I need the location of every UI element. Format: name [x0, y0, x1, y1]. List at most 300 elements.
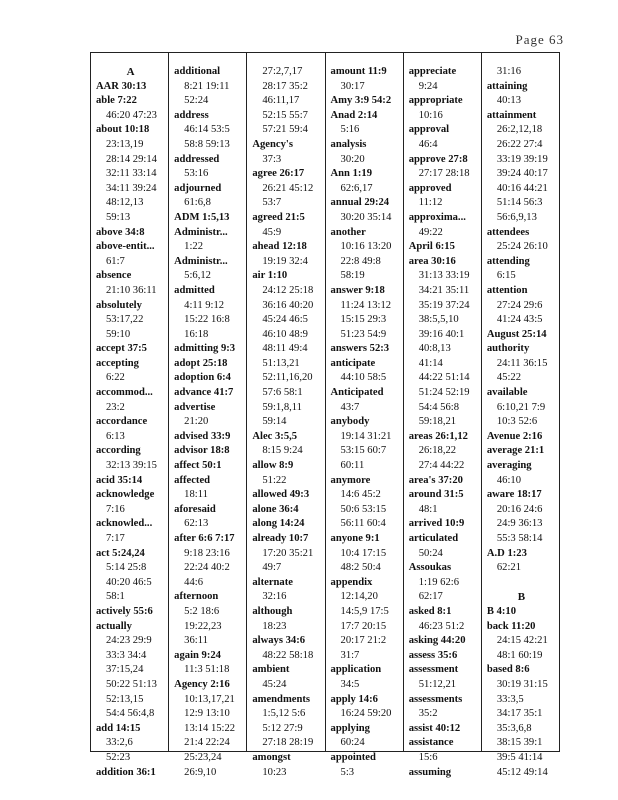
index-term: absence	[96, 270, 132, 282]
index-reference: 40:20 46:5	[106, 576, 152, 588]
index-reference: 13:14 15:22	[184, 722, 236, 734]
index-term: appendix	[330, 576, 373, 588]
index-term: air 1:10	[252, 270, 288, 282]
index-reference: 35:3,6,8	[496, 722, 532, 734]
index-term: acknowled...	[96, 518, 153, 530]
index-reference: 46:20 47:23	[106, 109, 157, 121]
index-reference: 53:15 60:7	[340, 445, 387, 457]
index-term: allowed 49:3	[252, 489, 310, 501]
index-term: average 21:1	[486, 445, 545, 457]
index-reference: 46:10	[496, 474, 521, 486]
index-reference: 5:12 27:9	[262, 722, 303, 734]
index-reference: 58:19	[340, 270, 365, 282]
index-term: assistance	[408, 737, 454, 749]
index-reference: 27:18 28:19	[262, 737, 314, 749]
section-letter: A	[126, 66, 135, 78]
index-term: analysis	[330, 138, 367, 150]
index-reference: 30:17	[340, 80, 365, 92]
index-reference: 27:4 44:22	[418, 460, 465, 472]
index-reference: 34:17 35:1	[496, 708, 543, 720]
index-reference: 46:4	[418, 138, 438, 150]
index-term: already 10:7	[252, 533, 309, 544]
index-reference: 5:2 18:6	[184, 605, 220, 617]
index-reference: 57:21 59:4	[262, 124, 308, 136]
index-reference: 59:1,8,11	[262, 401, 302, 413]
index-term: A.D 1:23	[486, 547, 527, 559]
index-reference: 49:7	[262, 562, 282, 574]
index-term: accepting	[96, 357, 139, 369]
index-reference: 18:23	[262, 620, 287, 632]
index-term: assist 40:12	[408, 722, 461, 734]
index-term: assessment	[408, 664, 459, 676]
index-term: Amy 3:9 54:2	[330, 95, 392, 107]
index-term: affected	[174, 474, 211, 486]
index-term: Ann 1:19	[330, 168, 373, 180]
index-reference: 7:16	[106, 503, 125, 515]
index-reference: 46:23 51:2	[418, 620, 465, 632]
index-reference: 11:12	[418, 197, 443, 209]
index-column	[169, 53, 247, 778]
index-term: anyone 9:1	[330, 533, 380, 544]
index-term: addition 36:1	[96, 766, 156, 778]
index-term: Administr...	[174, 226, 228, 238]
index-term: ADM 1:5,13	[174, 211, 230, 223]
index-term: Anad 2:14	[330, 109, 378, 121]
index-term: Assoukas	[408, 562, 452, 574]
index-reference: 22:8 49:8	[340, 255, 381, 267]
index-term: aware 18:17	[486, 489, 542, 501]
index-reference: 26:2,12,18	[496, 124, 543, 136]
index-reference: 28:17 35:2	[262, 80, 308, 92]
index-reference: 43:7	[340, 401, 360, 413]
index-term: Administr...	[174, 255, 228, 267]
index-term: application	[330, 664, 382, 676]
index-reference: 39:5 41:14	[496, 751, 543, 763]
index-reference: 17:7 20:15	[340, 620, 387, 632]
index-reference: 27:2,7,17	[262, 66, 303, 77]
index-term: after 6:6 7:17	[174, 533, 235, 544]
index-reference: 15:6	[418, 751, 438, 763]
index-reference: 31:16	[496, 66, 521, 77]
index-term: adoption 6:4	[174, 372, 231, 384]
index-reference: 49:22	[418, 226, 443, 238]
index-reference: 22:24 40:2	[184, 562, 230, 574]
index-term: accommod...	[96, 387, 153, 399]
index-term: attendees	[486, 226, 530, 238]
index-reference: 61:6,8	[184, 197, 211, 209]
index-reference: 33:2,6	[106, 737, 133, 749]
index-reference: 16:18	[184, 328, 209, 340]
index-reference: 1:5,12 5:6	[262, 708, 306, 720]
index-reference: 62:6,17	[340, 182, 373, 194]
index-reference: 62:21	[496, 562, 521, 574]
index-reference: 12:14,20	[340, 591, 378, 603]
index-term: August 25:14	[486, 328, 547, 340]
index-reference: 46:11,17	[262, 95, 300, 107]
index-reference: 25:24 26:10	[496, 241, 548, 253]
index-reference: 10:4 17:15	[340, 547, 387, 559]
index-term: asking 44:20	[408, 635, 466, 647]
index-reference: 40:16 44:21	[496, 182, 548, 194]
index-term: answer 9:18	[330, 284, 385, 296]
index-term: admitted	[174, 284, 215, 296]
index-term: ahead 12:18	[252, 241, 307, 253]
index-reference: 28:14 29:14	[106, 153, 157, 165]
index-reference: 40:13	[496, 95, 521, 107]
index-table	[90, 52, 560, 778]
index-reference: 23:2	[106, 401, 125, 413]
index-term: according	[96, 445, 141, 457]
index-reference: 59:10	[106, 328, 131, 340]
index-term: area's 37:20	[408, 474, 463, 486]
index-reference: 19:14 31:21	[340, 430, 392, 442]
index-term: agreed 21:5	[252, 211, 305, 223]
index-reference: 59:14	[262, 416, 287, 428]
index-reference: 59:18,21	[418, 416, 457, 428]
index-reference: 30:19 31:15	[496, 678, 548, 690]
index-term: although	[252, 605, 293, 617]
index-term: approxima...	[408, 211, 466, 223]
index-reference: 59:13	[106, 211, 131, 223]
index-reference: 54:4 56:4,8	[106, 708, 155, 720]
index-term: admitting 9:3	[174, 343, 236, 355]
index-term: asked 8:1	[408, 605, 452, 617]
index-reference: 24:9 36:13	[496, 518, 543, 530]
index-term: Agency 2:16	[174, 678, 230, 690]
index-term: absolutely	[96, 299, 142, 311]
index-reference: 38:5,5,10	[418, 314, 459, 326]
index-term: around 31:5	[408, 489, 464, 501]
index-reference: 32:13 39:15	[106, 460, 157, 472]
index-term: amendments	[252, 693, 311, 705]
index-term: appropriate	[408, 95, 463, 107]
index-term: advertise	[174, 401, 216, 413]
index-reference: 61:7	[106, 255, 125, 267]
index-term: apply 14:6	[330, 693, 378, 705]
index-term: Avenue 2:16	[486, 430, 543, 442]
index-term: advisor 18:8	[174, 445, 230, 457]
index-term: assess 35:6	[408, 649, 458, 661]
index-term: advance 41:7	[174, 387, 234, 399]
index-reference: 10:3 52:6	[496, 416, 538, 428]
index-reference: 51:13,21	[262, 357, 300, 369]
index-reference: 48:2 50:4	[340, 562, 381, 574]
index-term: Anticipated	[330, 387, 384, 399]
index-term: allow 8:9	[252, 460, 294, 472]
index-term: again 9:24	[174, 649, 221, 661]
index-reference: 11:24 13:12	[340, 299, 392, 311]
index-term: Alec 3:5,5	[252, 430, 298, 442]
index-reference: 33:19 39:19	[496, 153, 548, 165]
index-reference: 37:3	[262, 153, 282, 165]
index-reference: 10:16 13:20	[340, 241, 392, 253]
index-reference: 44:10 58:5	[340, 372, 387, 384]
index-reference: 24:23 29:9	[106, 635, 152, 647]
index-reference: 50:24	[418, 547, 443, 559]
index-reference: 5:14 25:8	[106, 562, 147, 574]
index-reference: 16:24 59:20	[340, 708, 392, 720]
index-reference: 21:10 36:11	[106, 284, 157, 296]
index-reference: 56:6,9,13	[496, 211, 537, 223]
index-reference: 36:16 40:20	[262, 299, 314, 311]
index-reference: 45:24 46:5	[262, 314, 308, 326]
index-column	[247, 53, 325, 778]
index-reference: 39:16 40:1	[418, 328, 465, 340]
index-reference: 51:23 54:9	[340, 328, 387, 340]
index-term: authority	[486, 343, 530, 355]
index-reference: 4:11 9:12	[184, 299, 225, 311]
index-reference: 14:5,9 17:5	[340, 605, 389, 617]
index-term: averaging	[486, 460, 532, 472]
index-column	[326, 53, 404, 778]
index-reference: 50:6 53:15	[340, 503, 387, 515]
index-term: area 30:16	[408, 255, 456, 267]
index-term: AAR 30:13	[96, 80, 147, 92]
index-reference: 34:5	[340, 678, 360, 690]
index-reference: 26:18,22	[418, 445, 457, 457]
index-reference: 18:11	[184, 489, 208, 501]
index-term: amount 11:9	[330, 66, 387, 77]
index-reference: 26:9,10	[184, 766, 217, 778]
index-reference: 27:17 28:18	[418, 168, 470, 180]
index-reference: 21:4 22:24	[184, 737, 230, 749]
index-reference: 15:22 16:8	[184, 314, 230, 326]
index-reference: 35:2	[418, 708, 438, 720]
index-term: alone 36:4	[252, 503, 299, 515]
index-reference: 52:23	[106, 751, 131, 763]
index-reference: 20:16 24:6	[496, 503, 543, 515]
index-reference: 27:24 29:6	[496, 299, 543, 311]
index-term: based 8:6	[486, 664, 530, 676]
index-term: assuming	[408, 766, 452, 778]
index-reference: 10:13,17,21	[184, 693, 235, 705]
index-term: attending	[486, 255, 530, 267]
index-reference: 52:15 55:7	[262, 109, 308, 121]
index-term: additional	[174, 66, 221, 77]
index-term: addressed	[174, 153, 220, 165]
index-term: B 4:10	[486, 605, 516, 617]
index-term: add 14:15	[96, 722, 141, 734]
index-reference: 51:22	[262, 474, 287, 486]
index-term: applying	[330, 722, 370, 734]
index-reference	[487, 576, 556, 591]
index-term: advised 33:9	[174, 430, 231, 442]
index-reference: 31:7	[340, 649, 360, 661]
index-reference: 52:11,16,20	[262, 372, 313, 384]
index-reference: 26:21 45:12	[262, 182, 314, 194]
index-term: accept 37:5	[96, 343, 147, 355]
index-reference: 24:12 25:18	[262, 284, 314, 296]
index-reference: 57:6 58:1	[262, 387, 303, 399]
index-reference: 25:23,24	[184, 751, 222, 763]
index-reference: 32:16	[262, 591, 287, 603]
index-reference: 39:24 40:17	[496, 168, 548, 180]
index-column	[91, 53, 169, 778]
index-reference: 41:24 43:5	[496, 314, 543, 326]
index-reference: 58:8 59:13	[184, 138, 230, 150]
index-term: articulated	[408, 533, 459, 544]
index-term: adjourned	[174, 182, 222, 194]
index-term: accordance	[96, 416, 148, 428]
index-reference: 48:11 49:4	[262, 343, 308, 355]
index-term: alternate	[252, 576, 293, 588]
index-reference: 52:24	[184, 95, 209, 107]
index-reference: 26:22 27:4	[496, 138, 543, 150]
index-term: afternoon	[174, 591, 219, 603]
section-letter: B	[517, 591, 526, 604]
index-term: aforesaid	[174, 503, 216, 515]
index-reference: 62:17	[418, 591, 443, 603]
index-reference: 20:17 21:2	[340, 635, 387, 647]
index-term: above-entit...	[96, 241, 155, 253]
index-term: areas 26:1,12	[408, 430, 468, 442]
index-reference: 9:24	[418, 80, 438, 92]
index-reference: 52:13,15	[106, 693, 144, 705]
index-reference: 40:8,13	[418, 343, 451, 355]
index-reference: 30:20	[340, 153, 365, 165]
index-term: actively 55:6	[96, 605, 153, 617]
index-term: approved	[408, 182, 452, 194]
index-term: anticipate	[330, 357, 376, 369]
index-reference: 58:1	[106, 591, 125, 603]
index-term: acid 35:14	[96, 474, 143, 486]
index-reference: 44:6	[184, 576, 204, 588]
index-reference: 48:1	[418, 503, 438, 515]
index-reference: 10:23	[262, 766, 287, 778]
index-reference: 51:12,21	[418, 678, 457, 690]
index-reference: 8:15 9:24	[262, 445, 303, 457]
index-reference: 33:3,5	[496, 693, 524, 705]
index-reference: 6:10,21 7:9	[496, 401, 546, 413]
index-term: anymore	[330, 474, 371, 486]
index-reference: 11:3 51:18	[184, 664, 230, 676]
index-reference: 36:11	[184, 635, 208, 647]
index-reference: 45:9	[262, 226, 282, 238]
index-term: approve 27:8	[408, 153, 468, 165]
index-reference: 46:10 48:9	[262, 328, 308, 340]
index-term: appointed	[330, 751, 376, 763]
index-reference: 24:15 42:21	[496, 635, 548, 647]
index-reference: 60:11	[340, 460, 365, 472]
index-term: act 5:24,24	[96, 547, 145, 559]
index-term: available	[486, 387, 528, 399]
index-term: anybody	[330, 416, 370, 428]
index-reference: 19:19 32:4	[262, 255, 308, 267]
index-reference: 31:13 33:19	[418, 270, 470, 282]
index-term: always 34:6	[252, 635, 306, 647]
index-reference: 14:6 45:2	[340, 489, 381, 501]
index-reference: 45:22	[496, 372, 521, 384]
index-term: assessments	[408, 693, 463, 705]
index-term: Agency's	[252, 138, 293, 150]
index-term: answers 52:3	[330, 343, 390, 355]
index-term: ambient	[252, 664, 290, 676]
index-reference: 45:12 49:14	[496, 766, 548, 778]
index-reference: 6:22	[106, 372, 125, 384]
index-reference: 15:15 29:3	[340, 314, 387, 326]
index-term: able 7:22	[96, 95, 137, 107]
index-reference: 56:11 60:4	[340, 518, 386, 530]
index-term: address	[174, 109, 209, 121]
index-reference: 50:22 51:13	[106, 678, 157, 690]
index-reference: 48:1 60:19	[496, 649, 543, 661]
index-reference: 30:20 35:14	[340, 211, 392, 223]
index-term: above 34:8	[96, 226, 145, 238]
index-reference: 46:14 53:5	[184, 124, 230, 136]
index-reference: 51:14 56:3	[496, 197, 543, 209]
index-reference: 53:16	[184, 168, 209, 180]
index-reference: 33:3 34:4	[106, 649, 147, 661]
index-reference: 54:4 56:8	[418, 401, 460, 413]
index-term: adopt 25:18	[174, 357, 228, 369]
index-reference: 5:16	[340, 124, 360, 136]
index-term: approval	[408, 124, 450, 136]
page-number: Page 63	[515, 32, 564, 47]
index-reference: 41:14	[418, 357, 443, 369]
index-reference: 60:24	[340, 737, 365, 749]
index-reference: 48:22 58:18	[262, 649, 314, 661]
index-reference: 7:17	[106, 533, 125, 544]
index-reference: 12:9 13:10	[184, 708, 230, 720]
index-reference: 44:22 51:14	[418, 372, 470, 384]
index-reference: 23:13,19	[106, 138, 144, 150]
index-reference: 53:7	[262, 197, 282, 209]
index-term: another	[330, 226, 366, 238]
index-reference: 37:15,24	[106, 664, 144, 676]
index-column	[482, 53, 559, 778]
index-term: attaining	[486, 80, 528, 92]
index-term: back 11:20	[486, 620, 536, 632]
index-reference: 9:18 23:16	[184, 547, 230, 559]
index-reference: 38:15 39:1	[496, 737, 543, 749]
index-reference: 34:21 35:11	[418, 284, 470, 296]
index-term: about 10:18	[96, 124, 150, 136]
index-reference: 55:3 58:14	[496, 533, 543, 544]
index-term: acknowledge	[96, 489, 155, 501]
index-term: appreciate	[408, 66, 457, 77]
index-reference: 24:11 36:15	[496, 357, 548, 369]
index-reference: 32:11 33:14	[106, 168, 157, 180]
index-term: April 6:15	[408, 241, 455, 253]
index-reference: 45:24	[262, 678, 287, 690]
index-term: affect 50:1	[174, 460, 222, 472]
index-reference: 10:16	[418, 109, 443, 121]
index-reference: 6:15	[496, 270, 516, 282]
index-term: arrived 10:9	[408, 518, 465, 530]
index-term: actually	[96, 620, 132, 632]
index-column	[404, 53, 482, 778]
index-term: amongst	[252, 751, 291, 763]
index-reference: 21:20	[184, 416, 209, 428]
index-term: attainment	[486, 109, 537, 121]
index-term: along 14:24	[252, 518, 305, 530]
index-reference: 5:6,12	[184, 270, 211, 282]
index-reference: 48:12,13	[106, 197, 144, 209]
index-term: attention	[486, 284, 528, 296]
index-term: agree 26:17	[252, 168, 305, 180]
index-reference: 1:22	[184, 241, 204, 253]
index-reference: 35:19 37:24	[418, 299, 470, 311]
index-reference: 6:13	[106, 430, 125, 442]
index-reference: 5:3	[340, 766, 355, 778]
index-reference: 62:13	[184, 518, 209, 530]
index-reference: 53:17,22	[106, 314, 144, 326]
index-reference: 34:11 39:24	[106, 182, 157, 194]
index-reference: 1:19 62:6	[418, 576, 460, 588]
index-term: annual 29:24	[330, 197, 390, 209]
index-reference: 17:20 35:21	[262, 547, 314, 559]
index-reference: 19:22,23	[184, 620, 222, 632]
